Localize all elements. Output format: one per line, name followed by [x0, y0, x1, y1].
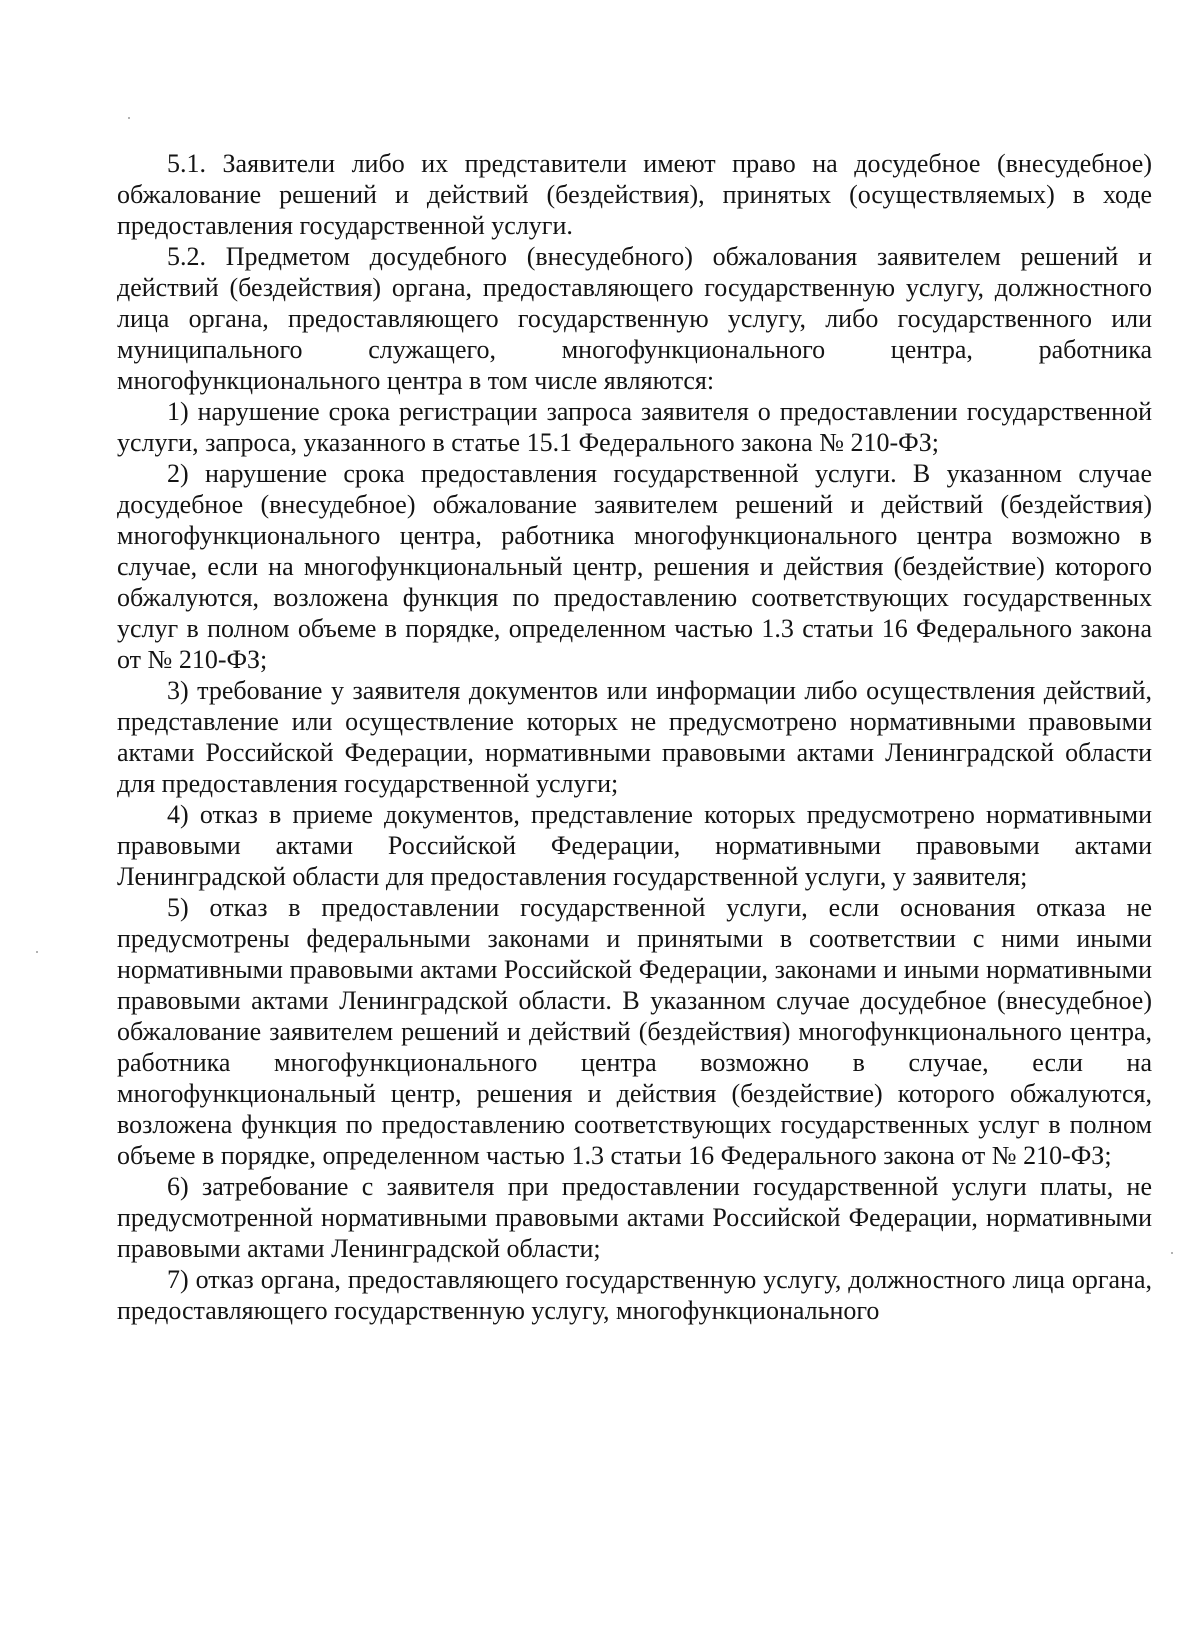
list-item-7: 7) отказ органа, предоставляющего государственную услугу, должностного лица органа, предоставляющего государственную услугу, многофункционального: [117, 1265, 1152, 1325]
list-item-3: 3) требование у заявителя документов или информации либо осуществления действий, представление или осуществление которых не предусмотрено нормативными правовыми актами Российской Федерации, нормативными правовыми актами Ленинградской области для предоставления государственной услуги;: [117, 676, 1152, 798]
document-body: [117, 148, 1152, 1326]
list-item-4: 4) отказ в приеме документов, представление которых предусмотрено нормативными правовыми актами Российской Федерации, нормативными правовыми актами Ленинградской области для предоставления государственной услуги, у заявителя;: [117, 800, 1152, 891]
paragraph-5-2: 5.2. Предметом досудебного (внесудебного) обжалования заявителем решений и действий (бездействия) органа, предоставляющего государственную услугу, должностного лица органа, предоставляющего государственную услугу, либо государственного или муниципального служащего, многофункционального центра, работника многофункционального центра в том числе являются:: [117, 242, 1152, 395]
scan-speck: [36, 951, 38, 953]
list-item-6: 6) затребование с заявителя при предоставлении государственной услуги платы, не предусмотренной нормативными правовыми актами Российской Федерации, нормативными правовыми актами Ленинградской области;: [117, 1172, 1152, 1263]
scan-speck: [128, 117, 130, 119]
paragraph-5-1: 5.1. Заявители либо их представители имеют право на досудебное (внесудебное) обжалование решений и действий (бездействия), принятых (осуществляемых) в ходе предоставления государственной услуги.: [117, 149, 1152, 240]
scan-speck: [1171, 1252, 1173, 1254]
list-item-1: 1) нарушение срока регистрации запроса заявителя о предоставлении государственной услуги, запроса, указанного в статье 15.1 Федерального закона № 210-ФЗ;: [117, 397, 1152, 457]
list-item-2: 2) нарушение срока предоставления государственной услуги. В указанном случае досудебное (внесудебное) обжалование заявителем решений и действий (бездействия) многофункционального центра, работника многофункционального центра возможно в случае, если на многофункциональный центр, решения и действия (бездействие) которого обжалуются, возложена функция по предоставлению соответствующих государственных услуг в полном объеме в порядке, определенном частью 1.3 статьи 16 Федерального закона от № 210-ФЗ;: [117, 459, 1152, 674]
list-item-5: 5) отказ в предоставлении государственной услуги, если основания отказа не предусмотрены федеральными законами и принятыми в соответствии с ними иными нормативными правовыми актами Российской Федерации, законами и иными нормативными правовыми актами Ленинградской области. В указанном случае досудебное (внесудебное) обжалование заявителем решений и действий (бездействия) многофункционального центра, работника многофункционального центра возможно в случае, если на многофункциональный центр, решения и действия (бездействие) которого обжалуются, возложена функция по предоставлению соответствующих государственных услуг в полном объеме в порядке, определенном частью 1.3 статьи 16 Федерального закона от № 210-ФЗ;: [117, 893, 1152, 1170]
